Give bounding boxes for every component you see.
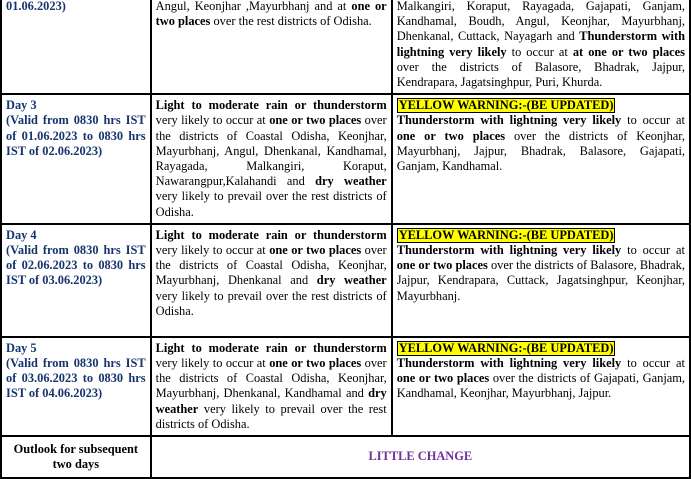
text-run: over the districts of Coastal Odisha, Keonjhar, Mayurbhanj, Dhenkanal, Kandhamal and xyxy=(155,356,387,401)
outlook-label: Outlook for subsequent two days xyxy=(13,441,139,472)
day-cell xyxy=(1,337,151,436)
warning-cell xyxy=(392,224,690,337)
validity-period: (Valid from 0830 hrs IST of 03.06.2023 to 0830 hrs IST of 04.06.2023) xyxy=(6,356,146,401)
forecast-text xyxy=(156,228,387,318)
warning-text xyxy=(397,243,685,303)
warning-cell xyxy=(392,337,690,436)
validity-period: 01.06.2023) xyxy=(6,0,66,13)
text-run: to occur at xyxy=(621,243,685,258)
outlook-label-cell xyxy=(1,436,151,478)
day-label: Day 3 xyxy=(6,98,37,113)
yellow-warning-badge: YELLOW WARNING:-(BE UPDATED) xyxy=(398,340,614,355)
text-run: very likely to occur at xyxy=(155,356,270,371)
day-cell xyxy=(1,0,151,94)
text-run: very likely to prevail over the rest districts of Odisha. xyxy=(155,288,387,318)
bold-phrase: Thunderstorm with lightning very likely xyxy=(396,243,622,258)
validity-period: (Valid from 0830 hrs IST of 01.06.2023 to 0830 hrs IST of 02.06.2023) xyxy=(6,113,146,158)
outlook-value-cell xyxy=(151,436,690,478)
bold-phrase: Thunderstorm with lightning very likely xyxy=(396,29,685,59)
warning-text xyxy=(397,356,685,400)
rain-forecast-cell xyxy=(151,0,392,94)
text-run: over the rest districts of Odisha. xyxy=(210,14,372,29)
bold-phrase: one or two places xyxy=(396,371,490,386)
yellow-warning-badge: YELLOW WARNING:-(BE UPDATED) xyxy=(398,98,614,113)
warning-cell xyxy=(392,0,690,94)
day-cell xyxy=(1,94,151,224)
outlook-row xyxy=(1,436,690,478)
rain-forecast-cell xyxy=(151,224,392,337)
day-label: Day 5 xyxy=(6,340,37,355)
validity-period: (Valid from 0830 hrs IST of 02.06.2023 to 0830 hrs IST of 03.06.2023) xyxy=(6,243,146,288)
bold-phrase: Light to moderate rain or thunderstorm xyxy=(155,98,387,113)
bold-phrase: one or two places xyxy=(155,0,387,29)
bold-phrase: Thunderstorm with lightning very likely xyxy=(396,113,622,128)
warning-cell xyxy=(392,94,690,224)
forecast-row xyxy=(1,337,690,436)
bold-phrase: dry weather xyxy=(316,273,387,288)
yellow-warning-badge: YELLOW WARNING:-(BE UPDATED) xyxy=(398,227,614,242)
text-run: Angul, Keonjhar ,Mayurbhanj and at xyxy=(155,0,352,13)
day-label: Day 4 xyxy=(6,227,37,242)
forecast-row xyxy=(1,94,690,224)
forecast-text xyxy=(156,98,387,218)
outlook-value: LITTLE CHANGE xyxy=(368,449,473,464)
text-run: very likely to occur at xyxy=(155,243,270,258)
text-run: over the districts of Coastal Odisha, Keonjhar, Mayurbhanj, Angul, Dhenkanal, Kandhamal, Rayagada, Malkangiri, Koraput, Nawarangpur,Kalahandi and xyxy=(155,113,387,189)
bold-phrase: Light to moderate rain or thunderstorm xyxy=(155,340,387,355)
warning-text xyxy=(397,113,685,173)
bold-phrase: one or two places xyxy=(269,243,362,258)
forecast-row xyxy=(1,0,690,94)
text-run: over the districts of Balasore, Bhadrak, Jajpur, Kendrapara, Jagatsinghpur, Puri, Khurda. xyxy=(396,59,685,90)
bold-phrase: one or two places xyxy=(269,113,362,128)
text-run: very likely to prevail over the rest districts of Odisha. xyxy=(155,401,387,431)
text-run: over the districts of Coastal Odisha, Keonjhar, Mayurbhanj, Dhenkanal and xyxy=(155,243,387,288)
rain-forecast-cell xyxy=(151,337,392,436)
bold-phrase: one or two places xyxy=(396,128,506,143)
text-run: very likely to prevail over the rest districts of Odisha. xyxy=(155,189,387,219)
text-run: Malkangiri, Koraput, Rayagada, Gajapati, Ganjam, Kandhamal, Boudh, Angul, Keonjhar, Mayurbhanj, Dhenkanal, Cuttack, Nayagarh and xyxy=(396,0,685,44)
bold-phrase: Light to moderate rain or thunderstorm xyxy=(155,227,387,242)
forecast-text xyxy=(156,0,387,28)
warning-text xyxy=(397,0,685,89)
forecast-table-body xyxy=(1,0,690,478)
day-cell xyxy=(1,224,151,337)
text-run: to occur at xyxy=(621,113,685,128)
bold-phrase: one or two places xyxy=(269,356,362,371)
bold-phrase: Thunderstorm with lightning very likely xyxy=(396,356,622,371)
bold-phrase: at one or two places xyxy=(572,44,685,59)
bold-phrase: dry weather xyxy=(315,174,387,189)
text-run: over the districts of Keonjhar, Mayurbhanj, Jajpur, Bhadrak, Balasore, Gajapati, Ganjam, Kandhamal. xyxy=(396,128,685,174)
rain-forecast-cell xyxy=(151,94,392,224)
bold-phrase: one or two places xyxy=(396,258,488,273)
forecast-text xyxy=(156,341,387,431)
text-run: very likely to occur at xyxy=(155,113,270,128)
text-run: over the districts of Balasore, Bhadrak, Jajpur, Kendrapara, Cuttack, Jagatsinghpur, Keonjhar, Mayurbhanj. xyxy=(396,258,685,303)
text-run: to occur at xyxy=(621,356,685,371)
forecast-row xyxy=(1,224,690,337)
bold-phrase: dry weather xyxy=(155,386,387,416)
text-run: over the districts of Gajapati, Ganjam, Kandhamal, Keonjhar, Mayurbhanj, Jajpur. xyxy=(396,371,685,401)
text-run: to occur at xyxy=(506,44,573,59)
